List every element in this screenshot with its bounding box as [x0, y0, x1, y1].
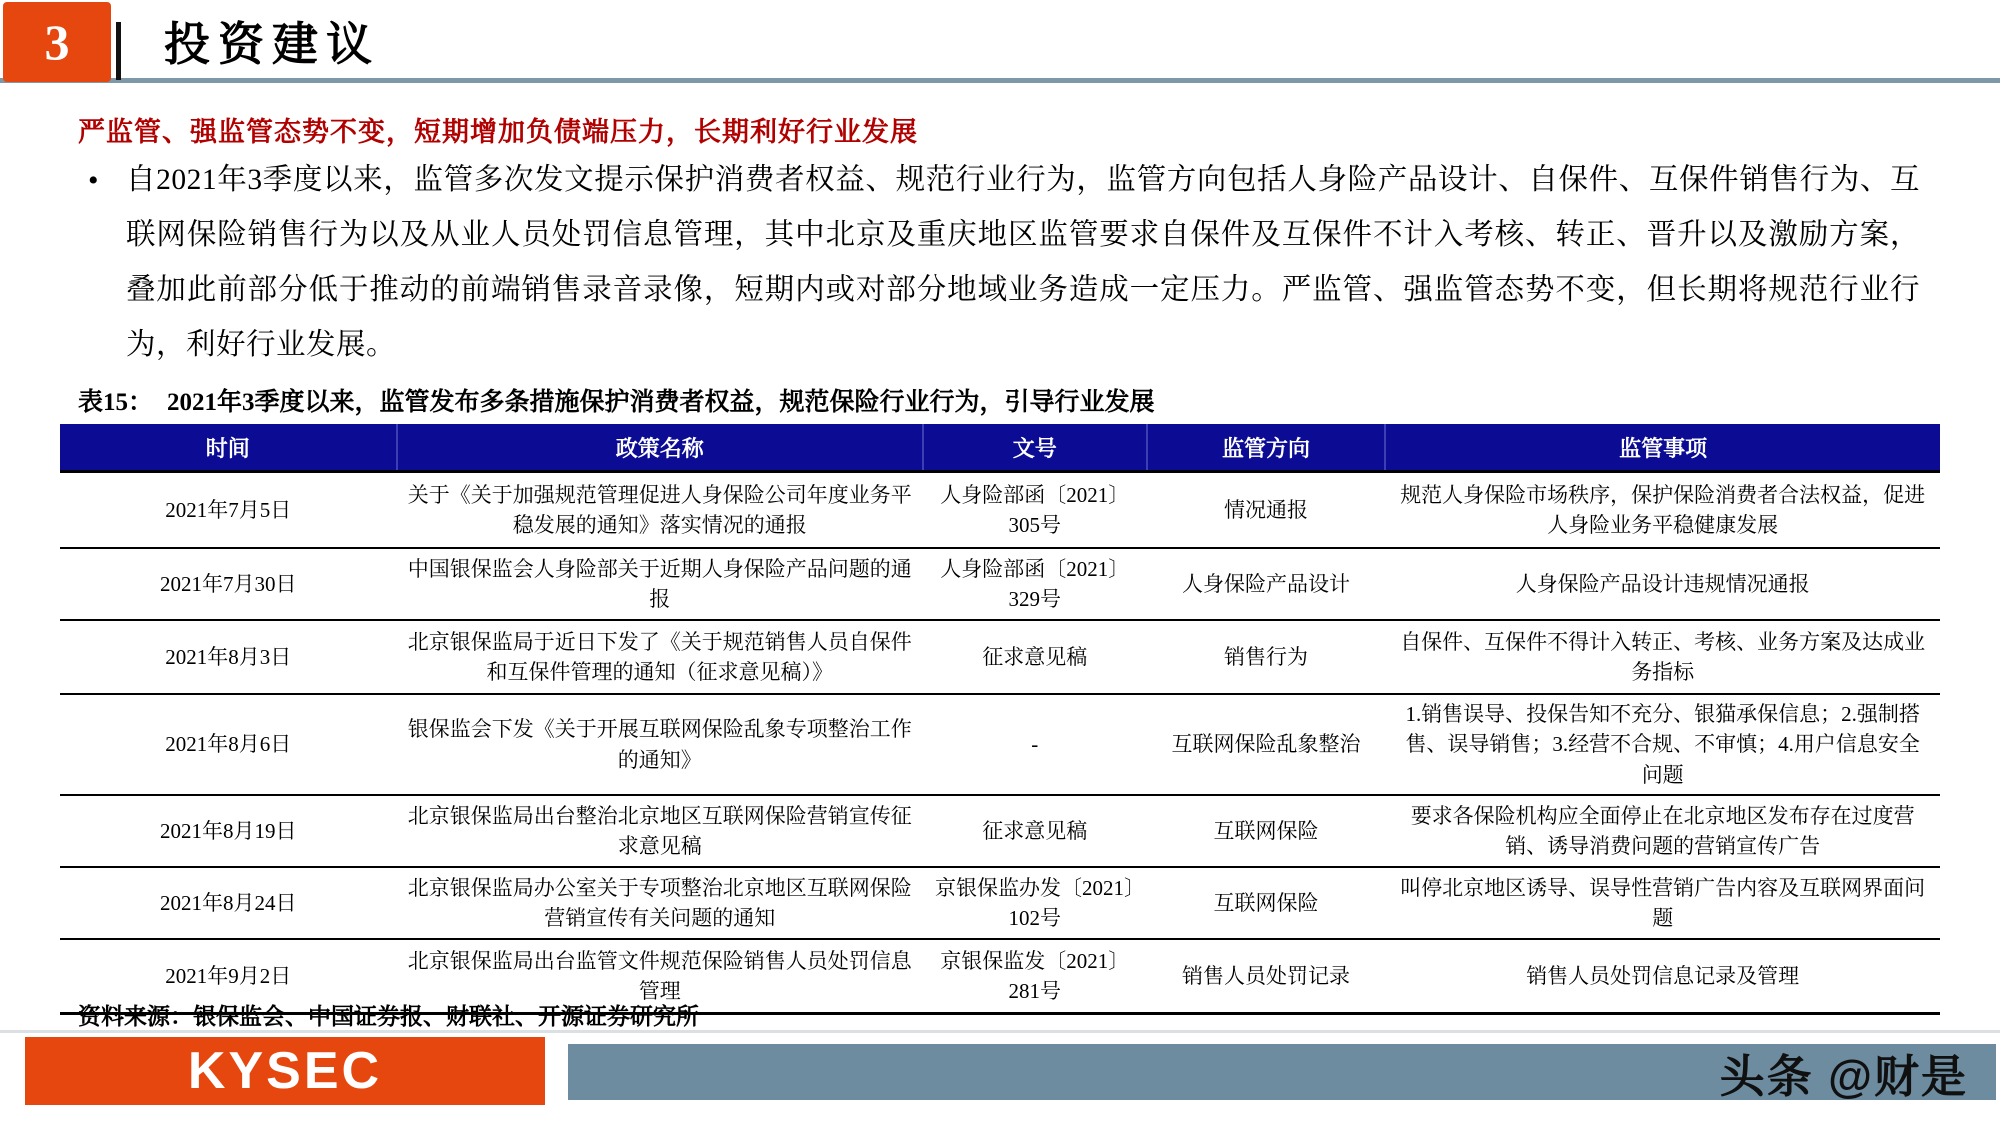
table-header-row	[60, 424, 1940, 472]
kysec-logo-text: KYSEC	[187, 1042, 383, 1100]
table-cell: 征求意见稿	[923, 620, 1147, 694]
table-row	[60, 694, 1940, 795]
table-cell: 1.销售误导、投保告知不充分、银猫承保信息；2.强制搭售、误导销售；3.经营不合规、不审慎；4.用户信息安全问题	[1385, 694, 1940, 795]
table-cell: 2021年8月6日	[60, 694, 397, 795]
table-cell: 银保监会下发《关于开展互联网保险乱象专项整治工作的通知》	[397, 694, 923, 795]
table-cell: 叫停北京地区诱导、误导性营销广告内容及互联网界面问题	[1385, 867, 1940, 939]
table-cell: 人身险部函〔2021〕329号	[923, 548, 1147, 620]
table-label: 表15：	[78, 389, 154, 416]
table-cell: 京银保监办发〔2021〕102号	[923, 867, 1147, 939]
table-row	[60, 795, 1940, 867]
column-header: 文号	[923, 424, 1147, 472]
column-header: 时间	[60, 424, 397, 472]
watermark-text: 头条 @财是	[1719, 1050, 1968, 1102]
page-title: 投资建议	[164, 19, 380, 70]
table-cell: 2021年7月5日	[60, 472, 397, 549]
table-body	[60, 472, 1940, 1014]
table-row	[60, 620, 1940, 694]
table-cell: 互联网保险	[1147, 867, 1386, 939]
header-divider	[116, 22, 121, 80]
table-cell: 人身保险产品设计违规情况通报	[1385, 548, 1940, 620]
table-cell: -	[923, 694, 1147, 795]
table-cell: 自保件、互保件不得计入转正、考核、业务方案及达成业务指标	[1385, 620, 1940, 694]
key-point-heading: 严监管、强监管态势不变，短期增加负债端压力，长期利好行业发展	[78, 117, 918, 147]
table-cell: 互联网保险乱象整治	[1147, 694, 1386, 795]
header-rule	[0, 78, 2000, 83]
table-cell: 中国银保监会人身险部关于近期人身保险产品问题的通报	[397, 548, 923, 620]
bullet-marker: •	[88, 164, 99, 197]
table-cell: 情况通报	[1147, 472, 1386, 549]
table-title	[78, 382, 1155, 418]
table-cell: 要求各保险机构应全面停止在北京地区发布存在过度营销、诱导消费问题的营销宣传广告	[1385, 795, 1940, 867]
table-caption: 2021年3季度以来，监管发布多条措施保护消费者权益，规范保险行业行为，引导行业发展	[167, 389, 1155, 416]
table-row	[60, 472, 1940, 549]
table-cell: 销售人员处罚记录	[1147, 939, 1386, 1014]
table-cell: 北京银保监局出台监管文件规范保险销售人员处罚信息管理	[397, 939, 923, 1014]
table-cell: 销售人员处罚信息记录及管理	[1385, 939, 1940, 1014]
kysec-logo	[25, 1037, 545, 1105]
table-cell: 北京银保监局办公室关于专项整治北京地区互联网保险营销宣传有关问题的通知	[397, 867, 923, 939]
table-cell: 规范人身保险市场秩序，保护保险消费者合法权益，促进人身险业务平稳健康发展	[1385, 472, 1940, 549]
bullet-row	[88, 153, 1920, 373]
section-number: 3	[44, 14, 70, 70]
table-row	[60, 548, 1940, 620]
section-number-box	[3, 2, 111, 82]
source-note: 资料来源：银保监会、中国证券报、财联社、开源证券研究所	[78, 1004, 699, 1029]
body-paragraph: 自2021年3季度以来，监管多次发文提示保护消费者权益、规范行业行为，监管方向包括人身险产品设计、自保件、互保件销售行为、互联网保险销售行为以及从业人员处罚信息管理，其中北京及重庆地区监管要求自保件及互保件不计入考核、转正、晋升以及激励方案，叠加此前部分低于推动的前端销售录音录像，短期内或对部分地域业务造成一定压力。严监管、强监管态势不变，但长期将规范行业行为，利好行业发展。	[126, 164, 1920, 361]
table-cell: 2021年8月3日	[60, 620, 397, 694]
column-header: 监管事项	[1385, 424, 1940, 472]
footer-band	[568, 1044, 1996, 1100]
table-cell: 销售行为	[1147, 620, 1386, 694]
table-cell: 关于《关于加强规范管理促进人身保险公司年度业务平稳发展的通知》落实情况的通报	[397, 472, 923, 549]
column-header: 监管方向	[1147, 424, 1386, 472]
table-cell: 人身保险产品设计	[1147, 548, 1386, 620]
table-cell: 2021年7月30日	[60, 548, 397, 620]
column-header: 政策名称	[397, 424, 923, 472]
table-cell: 互联网保险	[1147, 795, 1386, 867]
table-cell: 北京银保监局出台整治北京地区互联网保险营销宣传征求意见稿	[397, 795, 923, 867]
table-cell: 2021年8月19日	[60, 795, 397, 867]
policy-table	[60, 424, 1940, 1015]
table-cell: 京银保监发〔2021〕281号	[923, 939, 1147, 1014]
table-cell: 2021年9月2日	[60, 939, 397, 1014]
table-cell: 2021年8月24日	[60, 867, 397, 939]
table-cell: 人身险部函〔2021〕305号	[923, 472, 1147, 549]
footer-rule	[0, 1030, 2000, 1033]
table-cell: 北京银保监局于近日下发了《关于规范销售人员自保件和互保件管理的通知（征求意见稿）》	[397, 620, 923, 694]
table-row	[60, 867, 1940, 939]
table-cell: 征求意见稿	[923, 795, 1147, 867]
